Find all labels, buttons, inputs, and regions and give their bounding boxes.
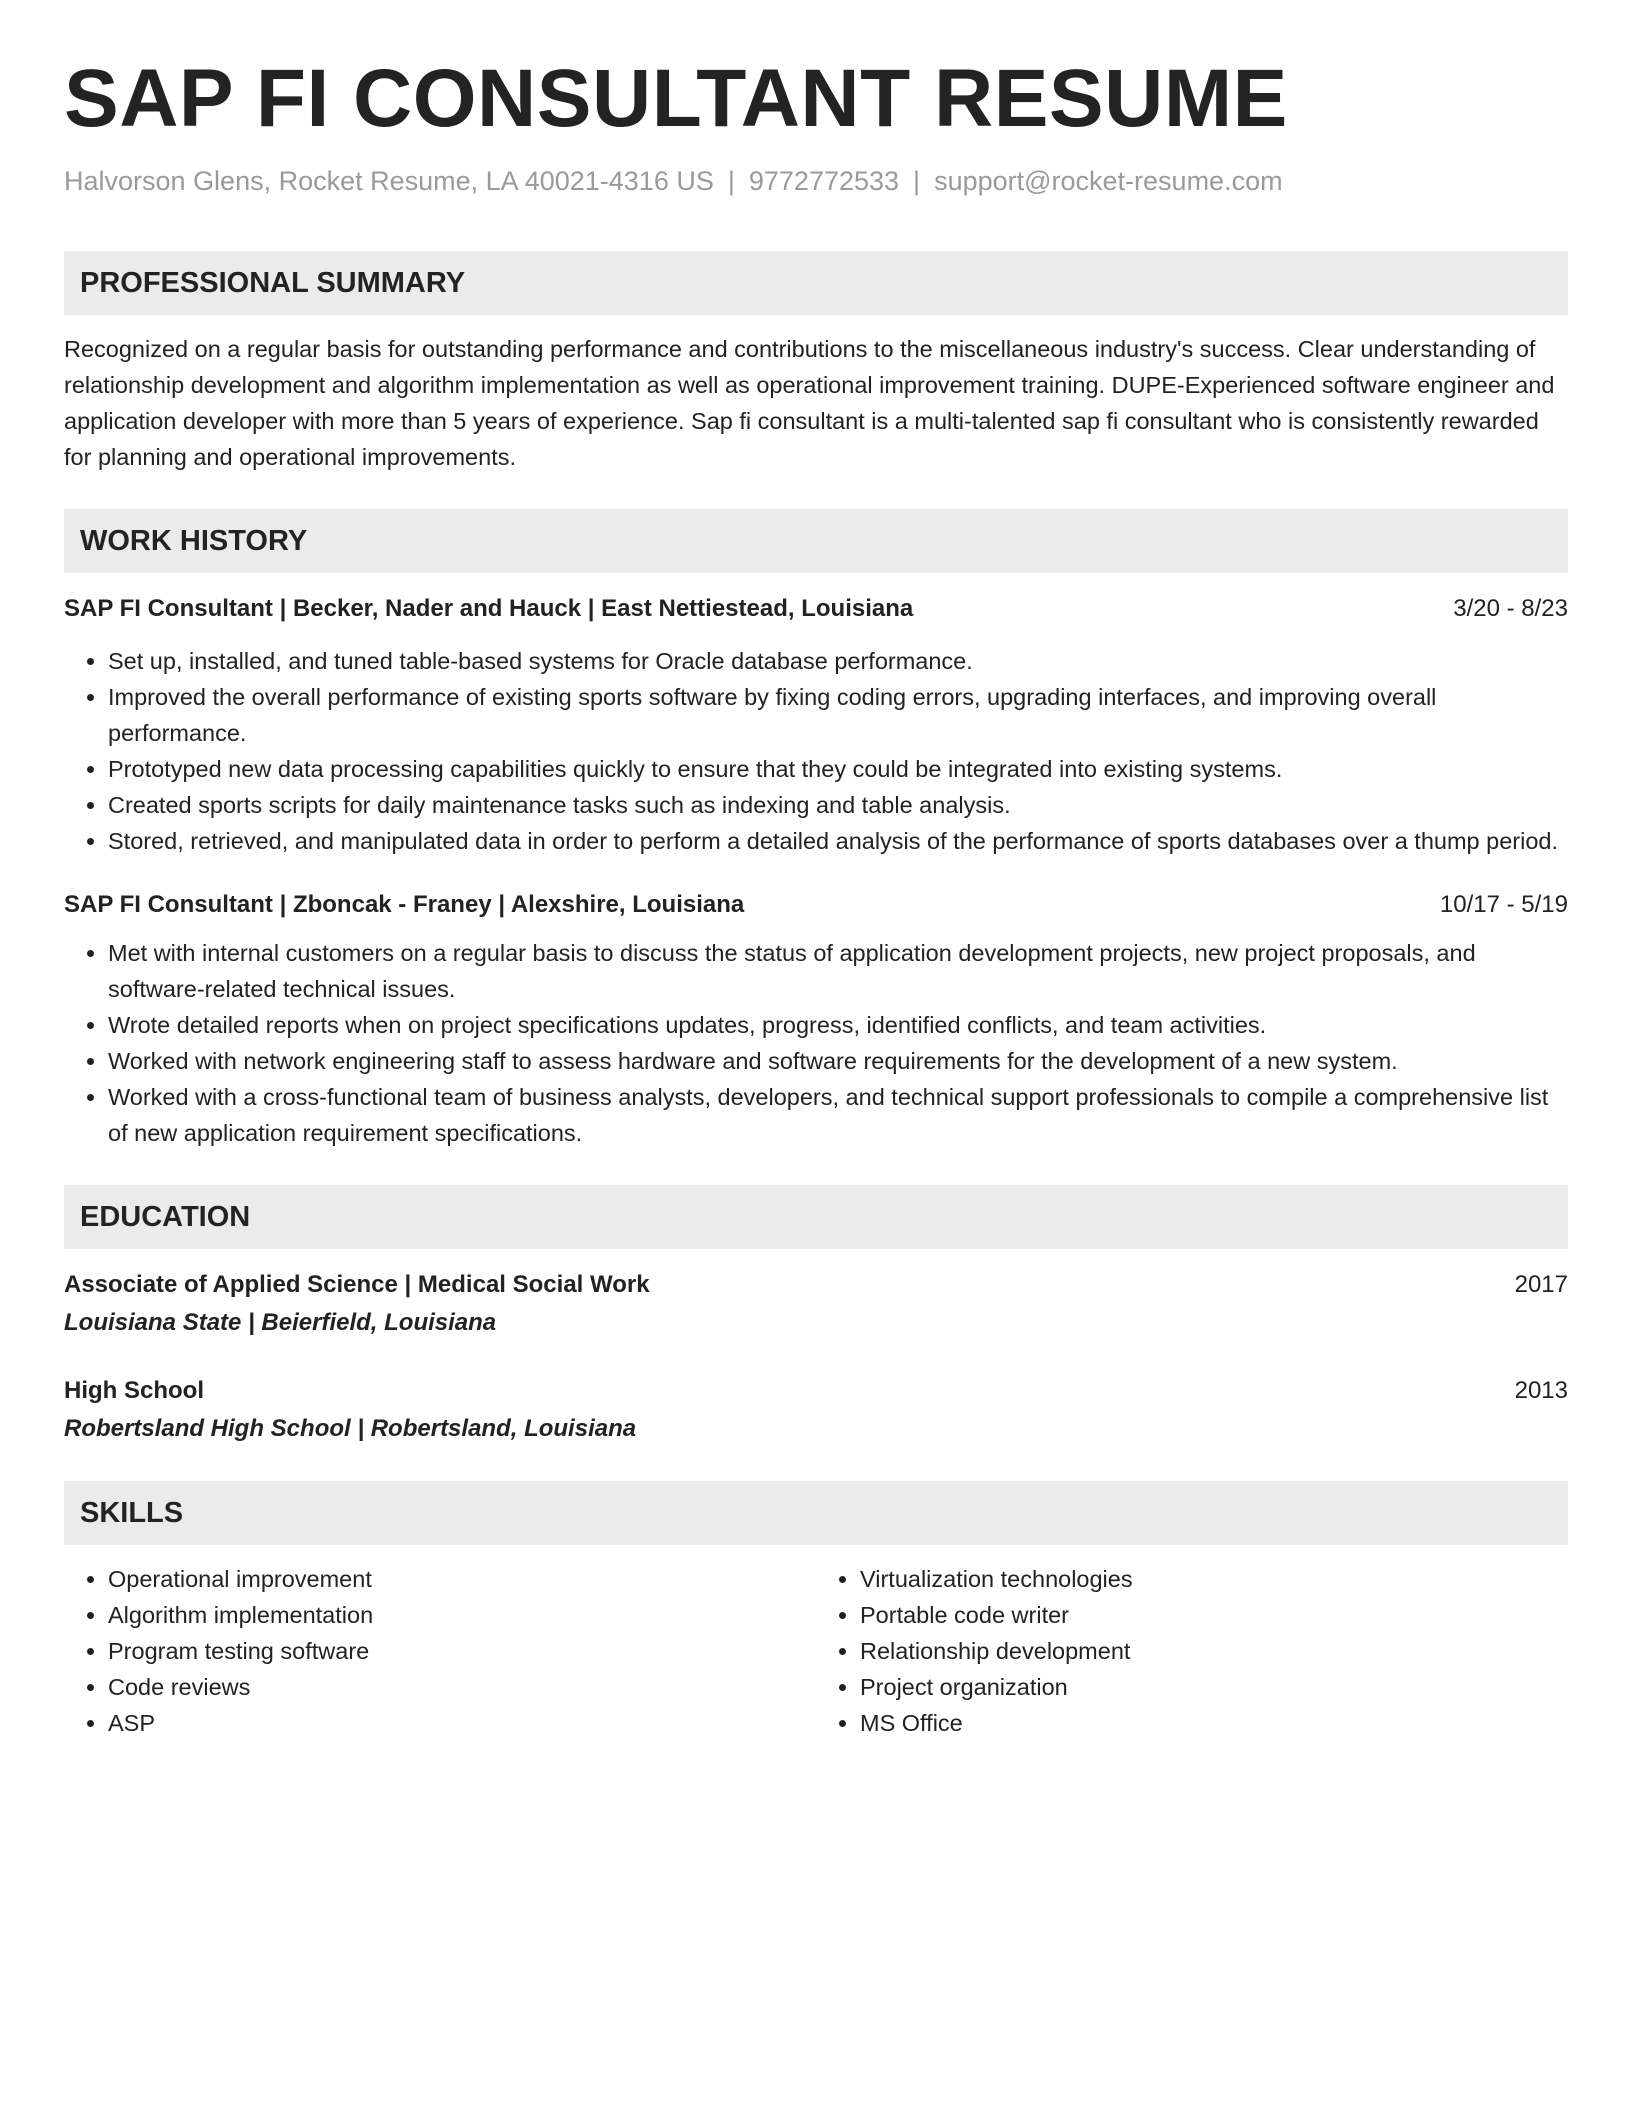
education-year: 2013 (1514, 1377, 1568, 1405)
education-school: Louisiana State | Beierfield, Louisiana (64, 1309, 497, 1337)
summary-heading: PROFESSIONAL SUMMARY (64, 251, 1568, 315)
job-bullet: • Met with internal customers on a regular basis to discuss the status of application development projects, new project proposals, and software-related technical issues. (108, 935, 1568, 1007)
education-entry (64, 1267, 1568, 1341)
job-bullet: • Worked with network engineering staff to assess hardware and software requirements for the development of a new system. (108, 1043, 1568, 1079)
skill-item: • Portable code writer (860, 1597, 1568, 1633)
skills-list (64, 1561, 1568, 1741)
job-bullet: • Created sports scripts for daily maintenance tasks such as indexing and table analysis. (108, 787, 1568, 823)
job-dates: 3/20 - 8/23 (1453, 595, 1568, 623)
skill-item: • Algorithm implementation (108, 1597, 816, 1633)
contact-separator: | (727, 166, 735, 197)
education-school: Robertsland High School | Robertsland, Louisiana (64, 1415, 637, 1443)
skill-item: • Virtualization technologies (860, 1561, 1568, 1597)
job-entry (64, 887, 1568, 1151)
education-header (64, 1373, 1568, 1409)
education-heading: EDUCATION (64, 1185, 1568, 1249)
skills-column-left (64, 1561, 816, 1741)
job-dates: 10/17 - 5/19 (1439, 891, 1568, 919)
job-bullets (64, 935, 1568, 1151)
contact-address: Halvorson Glens, Rocket Resume, LA 40021-4316 US (64, 166, 714, 197)
skill-item: • ASP (108, 1705, 816, 1741)
job-header (64, 887, 1568, 923)
skills-column-right (816, 1561, 1568, 1741)
job-bullet: • Prototyped new data processing capabilities quickly to ensure that they could be integrated into existing systems. (108, 751, 1568, 787)
contact-line (64, 164, 1568, 199)
job-title: SAP FI Consultant | Zboncak - Franey | Alexshire, Louisiana (64, 891, 745, 919)
job-header (64, 591, 1568, 627)
job-entry (64, 591, 1568, 859)
education-entry (64, 1373, 1568, 1447)
job-bullet: • Improved the overall performance of existing sports software by fixing coding errors, upgrading interfaces, and improving overall performance. (108, 679, 1568, 751)
contact-phone: 9772772533 (748, 166, 900, 197)
job-bullet: • Set up, installed, and tuned table-based systems for Oracle database performance. (108, 643, 1568, 679)
skills-heading: SKILLS (64, 1481, 1568, 1545)
job-bullet: • Stored, retrieved, and manipulated data in order to perform a detailed analysis of the performance of sports databases over a thump period. (108, 823, 1568, 859)
education-header (64, 1267, 1568, 1303)
job-bullet: • Wrote detailed reports when on project specifications updates, progress, identified conflicts, and team activities. (108, 1007, 1568, 1043)
summary-text: Recognized on a regular basis for outstanding performance and contributions to the miscellaneous industry's success. Clear understanding of relationship development and algorithm implementation as well as operational improvement training. DUPE-Experienced software engineer and application developer with more than 5 years of experience. Sap fi consultant is a multi-talented sap fi consultant who is consistently rewarded for planning and operational improvements. (64, 336, 1555, 471)
education-year: 2017 (1514, 1271, 1568, 1299)
contact-separator: | (913, 166, 921, 197)
job-bullets (64, 643, 1568, 859)
work-history-heading: WORK HISTORY (64, 509, 1568, 573)
resume-title: SAP FI CONSULTANT RESUME (64, 53, 1288, 144)
skill-item: • MS Office (860, 1705, 1568, 1741)
job-bullet: • Worked with a cross-functional team of business analysts, developers, and technical support professionals to compile a comprehensive list of new application requirement specifications. (108, 1079, 1568, 1151)
education-degree: Associate of Applied Science | Medical Social Work (64, 1271, 650, 1299)
skill-item: • Relationship development (860, 1633, 1568, 1669)
job-title: SAP FI Consultant | Becker, Nader and Hauck | East Nettiestead, Louisiana (64, 595, 914, 623)
education-degree: High School (64, 1377, 204, 1405)
skill-item: • Program testing software (108, 1633, 816, 1669)
contact-email: support@rocket-resume.com (934, 166, 1283, 197)
skill-item: • Operational improvement (108, 1561, 816, 1597)
skill-item: • Code reviews (108, 1669, 816, 1705)
skill-item: • Project organization (860, 1669, 1568, 1705)
